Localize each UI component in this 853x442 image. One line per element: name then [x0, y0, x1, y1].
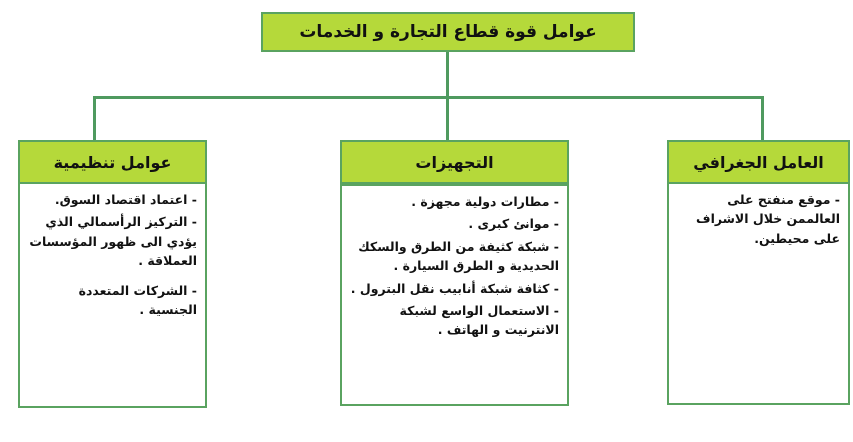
list-item: - الشركات المتعددة الجنسية .	[78, 282, 197, 317]
branch-left-connector	[93, 96, 96, 140]
branch-organizational-heading: عوامل تنظيمية	[18, 140, 207, 184]
branch-equipment-body	[340, 184, 569, 406]
branch-equipment-heading: التجهيزات	[340, 140, 569, 184]
list-item: - موقع منفتح على العالممن خلال الاشراف على محيطين.	[696, 192, 840, 246]
branch-middle-connector	[446, 96, 449, 140]
list-item: - الاستعمال الواسع لشبكة الانترنيت و الهاتف .	[399, 302, 559, 338]
title-connector	[446, 52, 449, 98]
list-item: - موانئ كبرى .	[468, 216, 559, 232]
branch-right-connector	[761, 96, 764, 140]
list-item: - كثافة شبكة أنابيب نقل البترول .	[350, 280, 559, 296]
list-item: - التركيز الرأسمالي الذي يؤدي الى ظهور المؤسسات العملاقة .	[29, 214, 197, 269]
branch-geographic-heading: العامل الجغرافي	[667, 140, 850, 184]
horizontal-connector	[93, 96, 763, 99]
list-item: - شبكة كثيفة من الطرق والسكك الحديدية و الطرق السيارة .	[358, 238, 559, 274]
list-item: - مطارات دولية مجهزة .	[411, 194, 559, 209]
branch-geographic-body	[667, 182, 850, 405]
diagram-title: عوامل قوة قطاع التجارة و الخدمات	[261, 12, 635, 52]
list-item: - اعتماد اقتصاد السوق.	[54, 192, 197, 207]
branch-organizational-body	[18, 182, 207, 408]
